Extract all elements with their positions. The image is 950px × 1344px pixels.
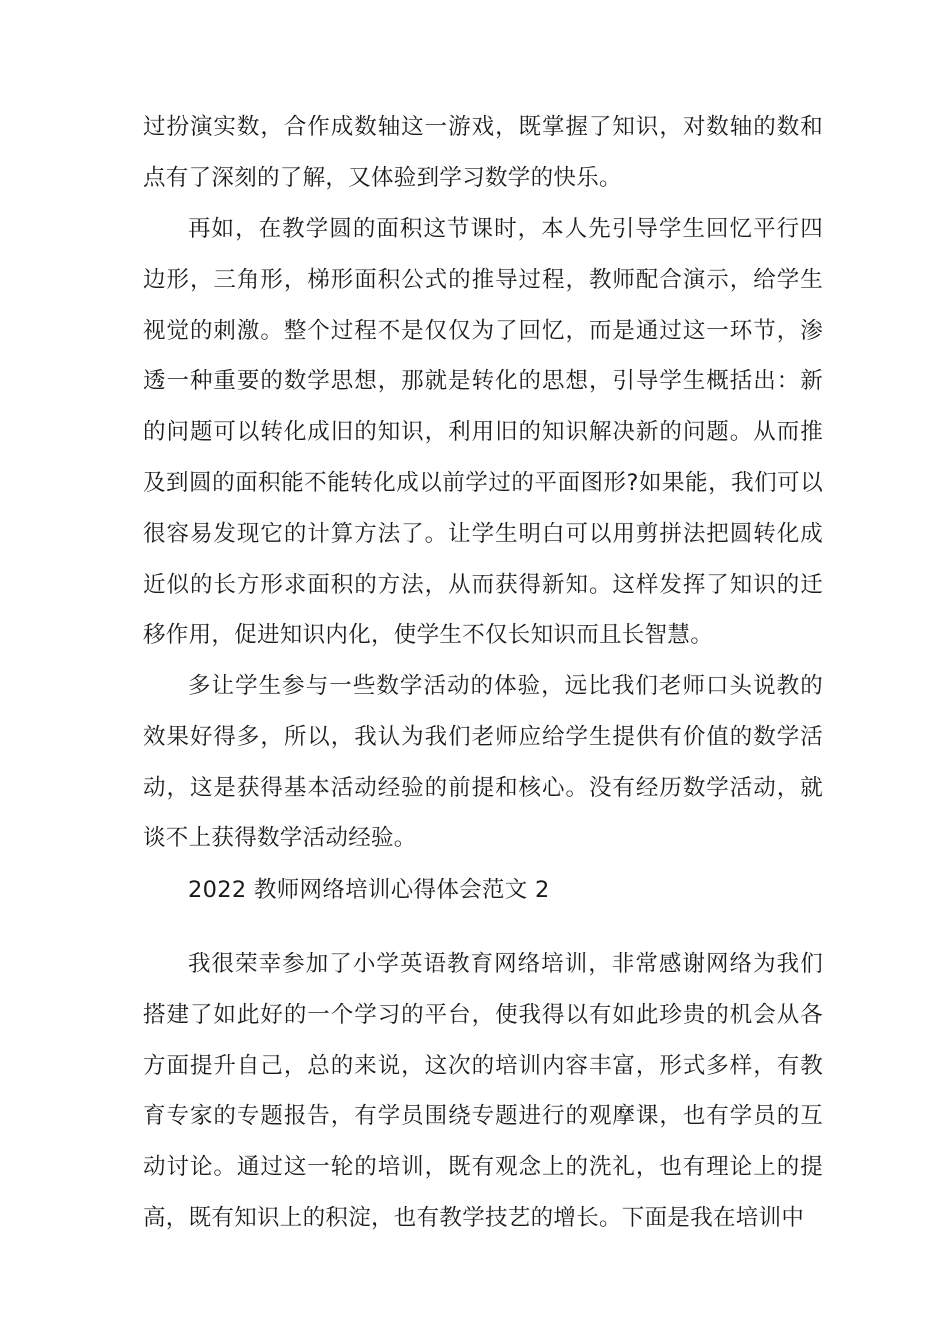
body-paragraph: 我很荣幸参加了小学英语教育网络培训，非常感谢网络为我们搭建了如此好的一个学习的平台，使我得以有如此珍贵的机会从各方面提升自己，总的来说，这次的培训内容丰富，形式多样，有教育专家的专题报告，有学员围绕专题进行的观摩课，也有学员的互动讨论。通过这一轮的培训，既有观念上的洗礼，也有理论上的提高，既有知识上的积淀，也有教学技艺的增长。下面是我在培训中 xyxy=(143,951,823,1231)
body-paragraph: 多让学生参与一些数学活动的体验，远比我们老师口头说教的效果好得多，所以，我认为我们老师应给学生提供有价值的数学活动，这是获得基本活动经验的前提和核心。没有经历数学活动，就谈不上获得数学活动经验。 xyxy=(143,673,823,852)
body-paragraph: 再如，在教学圆的面积这节课时，本人先引导学生回忆平行四边形，三角形，梯形面积公式的推导过程，教师配合演示，给学生视觉的刺激。整个过程不是仅仅为了回忆，而是通过这一环节，渗透一种重要的数学思想，那就是转化的思想，引导学生概括出：新的问题可以转化成旧的知识，利用旧的知识解决新的问题。从而推及到圆的面积能不能转化成以前学过的平面图形?如果能，我们可以很容易发现它的计算方法了。让学生明白可以用剪拼法把圆转化成近似的长方形求面积的方法，从而获得新知。这样发挥了知识的迁移作用，促进知识内化，使学生不仅长知识而且长智慧。 xyxy=(143,216,823,649)
body-paragraph: 过扮演实数，合作成数轴这一游戏，既掌握了知识，对数轴的数和点有了深刻的了解，又体验到学习数学的快乐。 xyxy=(143,114,823,191)
section-heading: 2022 教师网络培训心得体会范文 2 xyxy=(188,877,550,903)
